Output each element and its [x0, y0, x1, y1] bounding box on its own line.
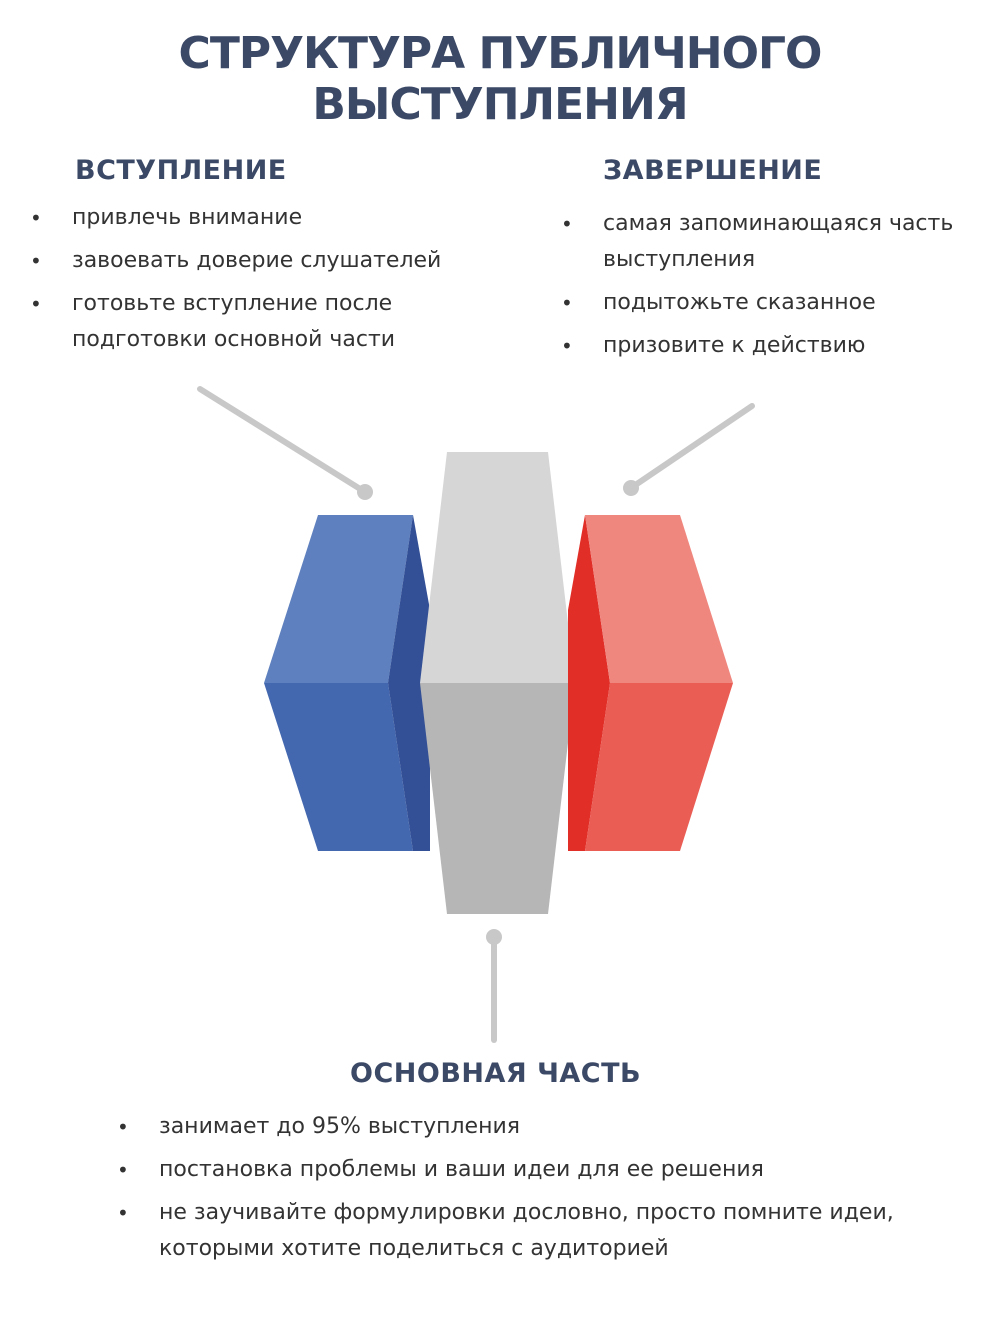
outro-heading: ЗАВЕРШЕНИЕ	[603, 155, 823, 186]
main-connector-dot	[486, 929, 502, 945]
intro-connector-line	[200, 389, 365, 492]
main-block-top	[420, 452, 575, 683]
main-list	[159, 1109, 959, 1267]
main-section	[159, 1058, 959, 1274]
intro-heading: ВСТУПЛЕНИЕ	[75, 155, 287, 186]
outro-connector-line	[631, 406, 752, 488]
outro-block-front	[585, 683, 733, 851]
list-item: • подытожьте сказанное	[603, 285, 993, 321]
list-item: • самая запоминающаяся часть выступления	[603, 206, 993, 278]
intro-block-top	[264, 515, 413, 683]
intro-block-front	[264, 683, 413, 851]
main-block-bottom	[420, 683, 575, 914]
list-item: • готовьте вступление после подготовки основной части	[72, 286, 492, 358]
list-item: • привлечь внимание	[72, 200, 492, 236]
page-title: СТРУКТУРА ПУБЛИЧНОГО ВЫСТУПЛЕНИЯ	[178, 28, 822, 130]
list-item: • постановка проблемы и ваши идеи для ее решения	[159, 1152, 959, 1188]
list-item: • занимает до 95% выступления	[159, 1109, 959, 1145]
intro-connector-dot	[357, 484, 373, 500]
list-item: • завоевать доверие слушателей	[72, 243, 492, 279]
list-item: • призовите к действию	[603, 328, 993, 364]
outro-block-top	[585, 515, 733, 683]
main-heading: ОСНОВНАЯ ЧАСТЬ	[350, 1058, 642, 1089]
list-item: • не заучивайте формулировки дословно, просто помните идеи, которыми хотите поделиться с аудиторией	[159, 1195, 959, 1267]
outro-connector-dot	[623, 480, 639, 496]
